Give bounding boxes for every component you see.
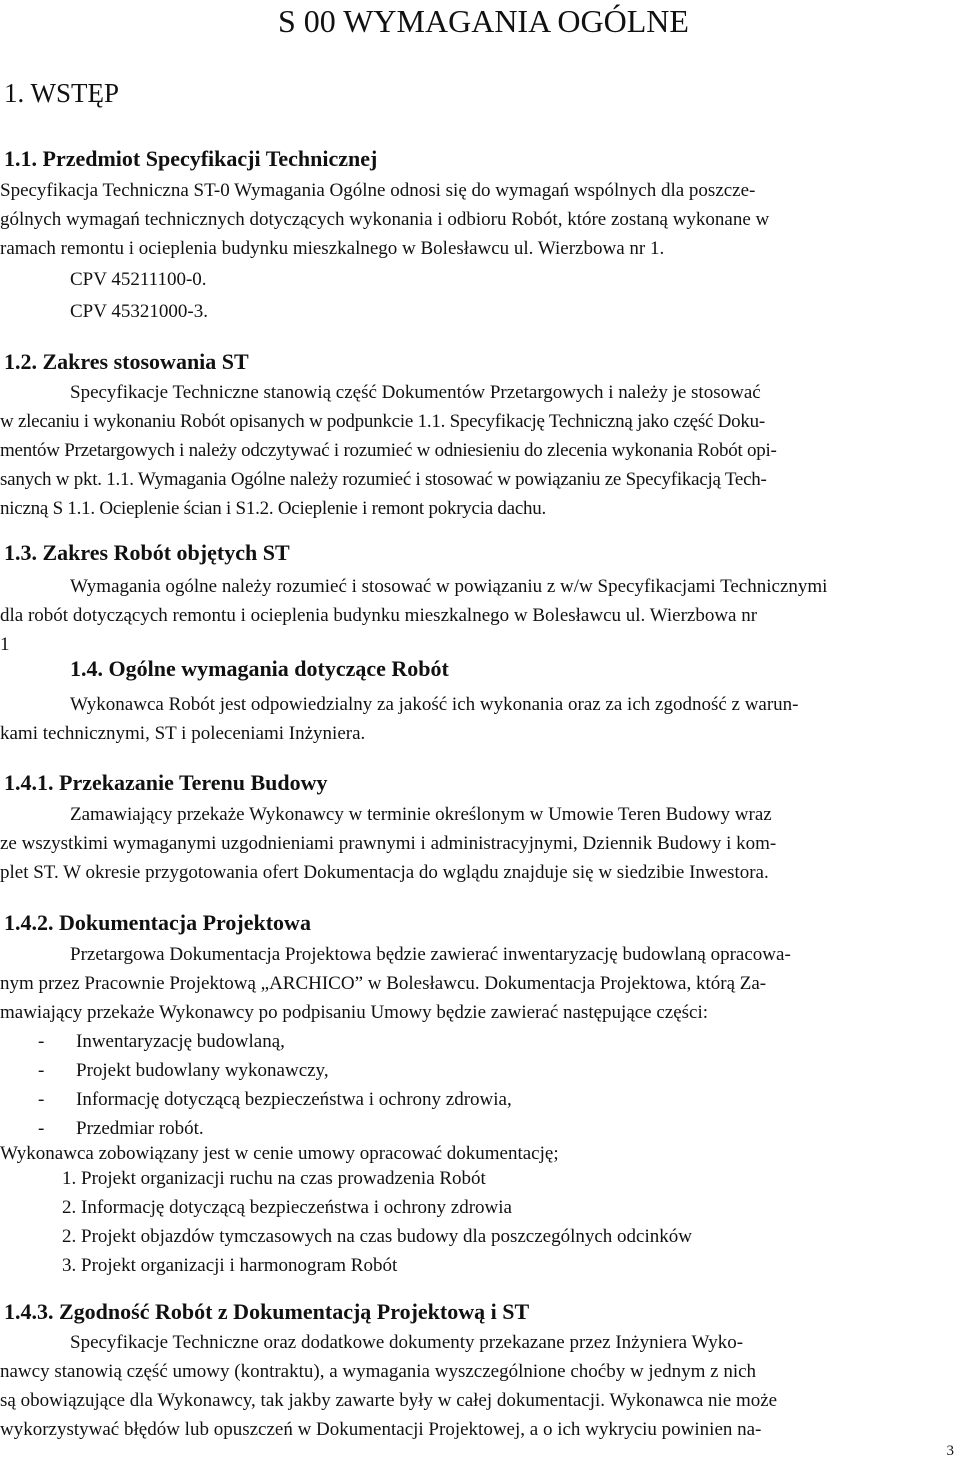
list-item: 1. Projekt organizacji ruchu na czas prowadzenia Robót	[62, 1168, 486, 1189]
text-line: w zlecaniu i wykonaniu Robót opisanych w podpunkcie 1.1. Specyfikację Techniczną jako część Doku-	[0, 411, 765, 432]
cpv-code: CPV 45211100-0.	[70, 269, 207, 290]
cpv-code: CPV 45321000-3.	[70, 301, 208, 322]
text-line: plet ST. W okresie przygotowania ofert Dokumentacja do wglądu znajduje się w siedzibie Inwestora.	[0, 862, 769, 883]
page-number: 3	[946, 1443, 954, 1459]
text-line: Specyfikacje Techniczne stanowią część Dokumentów Przetargowych i należy je stosować	[70, 382, 761, 403]
text-line: mawiający przekaże Wykonawcy po podpisaniu Umowy będzie zawierać następujące części:	[0, 1002, 709, 1023]
text-line: Specyfikacje Techniczne oraz dodatkowe dokumenty przekazane przez Inżyniera Wyko-	[70, 1332, 744, 1353]
bullet-list	[38, 1027, 512, 1143]
text-line: niczną S 1.1. Ocieplenie ścian i S1.2. Ocieplenie i remont pokrycia dachu.	[0, 498, 547, 519]
text-line: gólnych wymagań technicznych dotyczących wykonania i odbioru Robót, które zostaną wykonane w	[0, 209, 770, 230]
paragraph-1-1	[0, 176, 769, 263]
heading-1-3: 1.3. Zakres Robót objętych ST	[4, 540, 290, 565]
text-line: Wykonawca Robót jest odpowiedzialny za jakość ich wykonania oraz za ich zgodność z warun-	[70, 694, 799, 715]
text-line: Przetargowa Dokumentacja Projektowa będzie zawierać inwentaryzację budowlaną opracowa-	[70, 944, 791, 965]
heading-1-4-1: 1.4.1. Przekazanie Terenu Budowy	[4, 770, 328, 795]
document-title: S 00 WYMAGANIA OGÓLNE	[278, 3, 689, 39]
dash-marker: -	[38, 1060, 45, 1081]
list-item: 2. Informację dotyczącą bezpieczeństwa i ochrony zdrowia	[62, 1197, 512, 1218]
dash-marker: -	[38, 1031, 45, 1052]
dash-marker: -	[38, 1118, 45, 1139]
text-line: nym przez Pracownie Projektową „ARCHICO” w Bolesławcu. Dokumentacja Projektowa, którą Za-	[0, 973, 767, 994]
text-line: ze wszystkimi wymaganymi uzgodnieniami prawnymi i administracyjnymi, Dziennik Budowy i kom-	[0, 833, 777, 854]
text-line: sanych w pkt. 1.1. Wymagania Ogólne należy rozumieć i stosować w powiązaniu ze Specyfikacją Tech-	[0, 469, 767, 490]
list-item: 3. Projekt organizacji i harmonogram Robót	[62, 1255, 398, 1276]
text-line: kami technicznymi, ST i poleceniami Inżyniera.	[0, 723, 366, 744]
paragraph-1-2	[0, 407, 777, 523]
list-item: 2. Projekt objazdów tymczasowych na czas budowy dla poszczególnych odcinków	[62, 1226, 692, 1247]
paragraph-1-4-2	[0, 969, 766, 1027]
paragraph-1-4-1	[0, 829, 776, 887]
text-line: dla robót dotyczących remontu i ocieplenia budynku mieszkalnego w Bolesławcu ul. Wierzbowa nr	[0, 605, 758, 626]
list-item: - Przedmiar robót.	[38, 1114, 512, 1143]
heading-1-4: 1.4. Ogólne wymagania dotyczące Robót	[70, 656, 449, 681]
text-line: nawcy stanowią część umowy (kontraktu), a wymagania wyszczególnione choćby w jednym z nich	[0, 1361, 757, 1382]
text-line: Wymagania ogólne należy rozumieć i stosować w powiązaniu z w/w Specyfikacjami Technicznymi	[70, 576, 828, 597]
text-line: ramach remontu i ocieplenia budynku mieszkalnego w Bolesławcu ul. Wierzbowa nr 1.	[0, 238, 665, 259]
heading-1-2: 1.2. Zakres stosowania ST	[4, 349, 249, 374]
paragraph-1-4-3	[0, 1357, 777, 1444]
text-line: Wykonawca zobowiązany jest w cenie umowy opracować dokumentację;	[0, 1143, 559, 1164]
text-line: wykorzystywać błędów lub opuszczeń w Dokumentacji Projektowej, a o ich wykryciu powinien na-	[0, 1419, 762, 1440]
text-line: 1	[0, 634, 10, 655]
text-line: są obowiązujące dla Wykonawcy, tak jakby zawarte były w całej dokumentacji. Wykonawca nie może	[0, 1390, 778, 1411]
heading-1-4-3: 1.4.3. Zgodność Robót z Dokumentacją Projektową i ST	[4, 1299, 530, 1324]
text-line: mentów Przetargowych i należy odczytywać i rozumieć w odniesieniu do zlecenia wykonania Robót opi-	[0, 440, 777, 461]
text-line: Zamawiający przekaże Wykonawcy w terminie określonym w Umowie Teren Budowy wraz	[70, 804, 772, 825]
text-line: Specyfikacja Techniczna ST-0 Wymagania Ogólne odnosi się do wymagań wspólnych dla poszcze-	[0, 180, 756, 201]
dash-marker: -	[38, 1089, 45, 1110]
numbered-list	[62, 1164, 692, 1280]
heading-1-4-2: 1.4.2. Dokumentacja Projektowa	[4, 910, 311, 935]
section-heading-intro: 1. WSTĘP	[4, 78, 120, 108]
heading-1-1: 1.1. Przedmiot Specyfikacji Technicznej	[4, 146, 378, 171]
list-item: - Inwentaryzację budowlaną,	[38, 1027, 512, 1056]
list-item: - Projekt budowlany wykonawczy,	[38, 1056, 512, 1085]
list-item: - Informację dotyczącą bezpieczeństwa i ochrony zdrowia,	[38, 1085, 512, 1114]
